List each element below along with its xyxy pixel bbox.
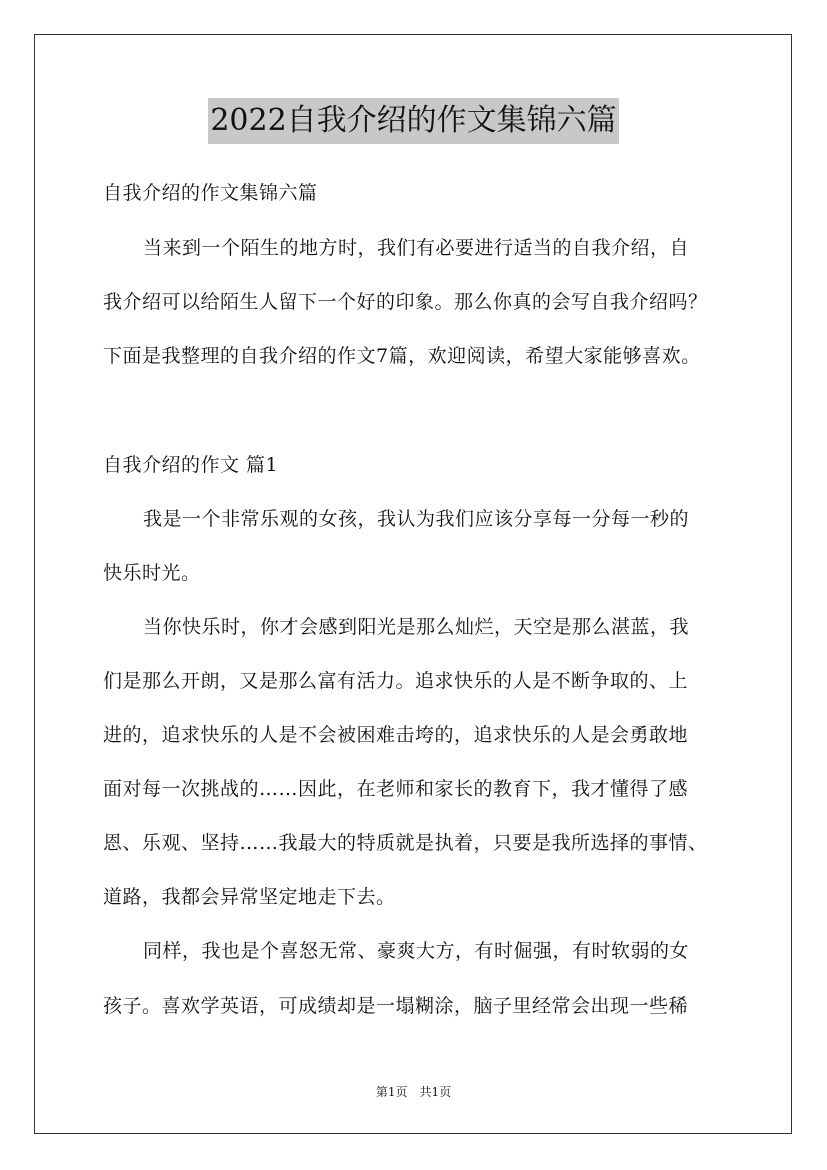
paragraph-line: 们是那么开朗，又是那么富有活力。追求快乐的人是不断争取的、上 [103,670,689,692]
paragraph-line: 当你快乐时，你才会感到阳光是那么灿烂，天空是那么湛蓝，我 [143,616,690,638]
paragraph-line: 下面是我整理的自我介绍的作文7篇，欢迎阅读，希望大家能够喜欢。 [103,345,701,367]
page-number: 第1页 [375,1085,408,1099]
paragraph-line: 快乐时光。 [103,562,201,584]
paragraph-line: 我介绍可以给陌生人留下一个好的印象。那么你真的会写自我介绍吗？ [103,291,708,313]
title-container [0,98,827,144]
section-heading: 自我介绍的作文 篇1 [103,454,279,476]
paragraph-line: 面对每一次挑战的……因此，在老师和家长的教育下，我才懂得了感 [103,778,689,800]
document-subtitle: 自我介绍的作文集锦六篇 [103,182,318,204]
page-total: 共1页 [419,1085,452,1099]
paragraph-line: 当来到一个陌生的地方时，我们有必要进行适当的自我介绍，自 [143,237,690,259]
paragraph-line: 同样，我也是个喜怒无常、豪爽大方，有时倔强，有时软弱的女 [143,940,690,962]
page-footer [0,1084,827,1100]
paragraph-line: 进的，追求快乐的人是不会被困难击垮的，追求快乐的人是会勇敢地 [103,724,689,746]
paragraph-line: 孩子。喜欢学英语，可成绩却是一塌糊涂，脑子里经常会出现一些稀 [103,995,689,1017]
paragraph-line: 道路，我都会异常坚定地走下去。 [103,886,396,908]
document-title: 2022自我介绍的作文集锦六篇 [208,98,618,144]
paragraph-line: 恩、乐观、坚持……我最大的特质就是执着，只要是我所选择的事情、 [103,832,708,854]
paragraph-line: 我是一个非常乐观的女孩，我认为我们应该分享每一分每一秒的 [143,508,690,530]
